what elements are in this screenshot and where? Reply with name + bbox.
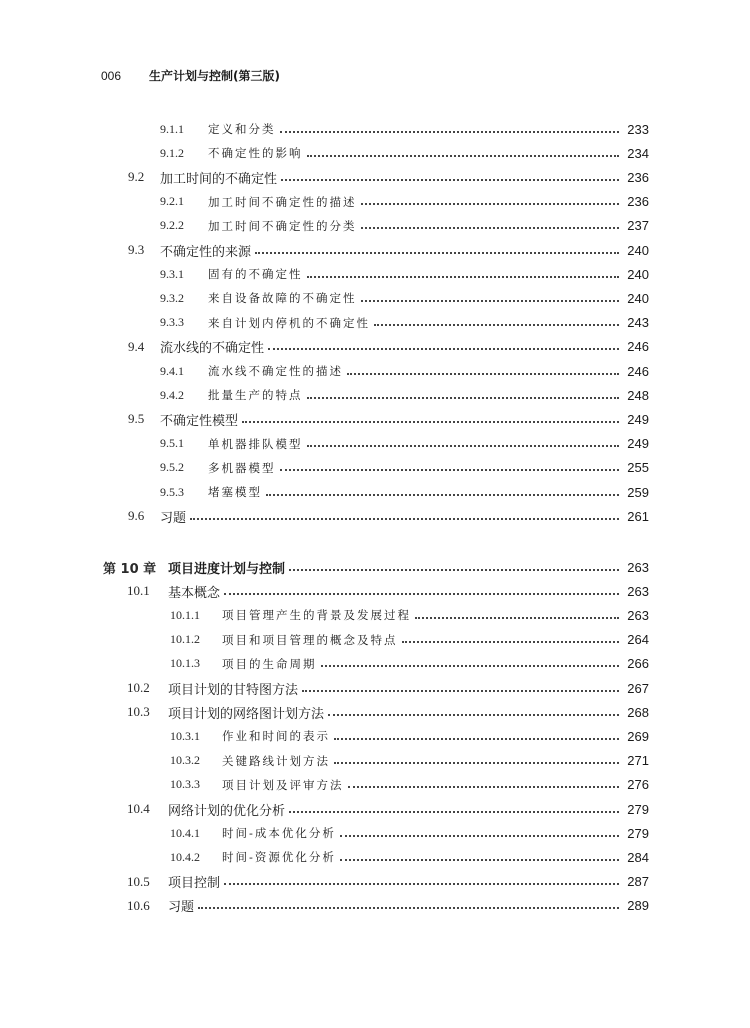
toc-entry-row[interactable] (0, 894, 750, 918)
toc-entry-number: 9.3.3 (160, 315, 184, 330)
toc-entry-page: 233 (627, 121, 649, 137)
toc-entry-number: 9.1.2 (160, 145, 184, 160)
toc-entry-number: 10.4.1 (170, 825, 200, 840)
dot-leader (334, 737, 619, 740)
toc-entry-title: 关键路线计划方法 (222, 753, 330, 768)
toc-entry-row[interactable] (0, 214, 750, 238)
toc-entry-page: 237 (627, 218, 649, 234)
toc-entry-title: 项目的生命周期 (222, 656, 317, 671)
dot-leader (198, 906, 619, 909)
toc-entry-number: 9.4.2 (160, 387, 184, 402)
toc-entry-number: 10.1.3 (170, 656, 200, 671)
toc-entry-page: 263 (627, 583, 649, 599)
toc-entry-row[interactable] (0, 870, 750, 894)
toc-entry-number: 9.3.1 (160, 266, 184, 281)
toc-entry-page: 268 (627, 704, 649, 720)
toc-entry-page: 263 (627, 559, 649, 575)
toc-entry-page: 269 (627, 728, 649, 744)
dot-leader (280, 130, 620, 133)
dot-leader (302, 689, 619, 692)
toc-entry-page: 266 (627, 656, 649, 672)
header-page-number: 006 (101, 69, 122, 83)
toc-entry-row[interactable] (0, 700, 750, 724)
toc-entry-title: 项目管理产生的背景及发展过程 (222, 608, 411, 623)
toc-entry-page: 279 (627, 825, 649, 841)
toc-entry-title: 不确定性的影响 (208, 146, 303, 161)
toc-entry-number: 9.3 (128, 242, 145, 257)
toc-entry-title: 流水线不确定性的描述 (208, 364, 343, 378)
toc-entry-title: 来自设备故障的不确定性 (208, 291, 357, 306)
toc-entry-row[interactable] (0, 676, 750, 700)
toc-entry-title: 批量生产的特点 (208, 388, 303, 403)
toc-entry-title: 流水线的不确定性 (160, 341, 265, 357)
dot-leader (268, 347, 619, 350)
toc-entry-row[interactable] (0, 286, 750, 310)
toc-entry-page: 249 (627, 411, 649, 427)
toc-entry-row[interactable] (0, 262, 750, 286)
toc-entry-title: 时间-成本优化分析 (222, 826, 336, 841)
toc-entry-number: 10.4 (127, 801, 150, 816)
toc-entry-number: 9.6 (128, 508, 145, 524)
toc-entry-number: 9.5.2 (160, 460, 184, 475)
toc-entry-page: 267 (627, 680, 649, 696)
toc-entry-title: 加工时间不确定性的描述 (208, 194, 357, 209)
toc-entry-page: 240 (627, 266, 649, 282)
dot-leader (334, 761, 619, 764)
toc-entry-row[interactable] (0, 749, 750, 773)
toc-entry-number: 10.3.1 (170, 728, 200, 743)
toc-entry-number: 9.5.1 (160, 436, 184, 451)
toc-entry-number: 9.2.2 (160, 218, 184, 233)
toc-entry-row[interactable] (0, 117, 750, 141)
toc-entry-page: 236 (627, 169, 649, 185)
toc-entry-number: 第 10 章 (103, 561, 157, 577)
toc-entry-title: 固有的不确定性 (208, 267, 303, 282)
toc-entry-page: 289 (627, 898, 649, 914)
toc-entry-title: 项目控制 (168, 876, 221, 892)
toc-entry-row[interactable] (0, 165, 750, 189)
dot-leader (280, 468, 620, 471)
toc-entry-number: 10.3.3 (170, 777, 200, 792)
toc-entry-page: 261 (627, 508, 649, 524)
toc-entry-page: 248 (627, 387, 649, 403)
toc-entry-page: 240 (627, 290, 649, 306)
dot-leader (340, 858, 619, 861)
toc-entry-page: 287 (627, 874, 649, 890)
toc-entry-row[interactable] (0, 407, 750, 431)
header-book-title: 生产计划与控制(第三版) (149, 69, 280, 83)
toc-entry-title: 加工时间不确定性的分类 (208, 218, 357, 233)
toc-entry-page: 249 (627, 436, 649, 452)
dot-leader (255, 251, 619, 254)
toc-entry-number: 9.5 (128, 411, 145, 427)
dot-leader (374, 323, 619, 326)
toc-entry-row[interactable] (0, 456, 750, 480)
toc-entry-row[interactable] (0, 335, 750, 359)
dot-leader (361, 299, 620, 302)
dot-leader (307, 444, 620, 447)
dot-leader (224, 882, 619, 885)
dot-leader (361, 226, 620, 229)
dot-leader (307, 396, 620, 399)
dot-leader (415, 616, 619, 619)
dot-leader (307, 275, 620, 278)
toc-entry-title: 定义和分类 (208, 122, 276, 136)
toc-entry-title: 堵塞模型 (208, 485, 262, 499)
toc-entry-page: 259 (627, 484, 649, 500)
toc-entry-title: 网络计划的优化分析 (168, 803, 286, 819)
toc-entry-row[interactable] (0, 628, 750, 652)
toc-entry-page: 234 (627, 145, 649, 161)
toc-entry-row[interactable] (0, 238, 750, 262)
toc-entry-row[interactable] (0, 141, 750, 165)
toc-entry-row[interactable] (0, 773, 750, 797)
toc-entry-title: 习题 (160, 510, 187, 526)
toc-entry-row[interactable] (0, 504, 750, 528)
toc-entry-row[interactable] (0, 359, 750, 383)
toc-entry-number: 9.4 (128, 338, 145, 354)
toc-entry-row[interactable] (0, 190, 750, 214)
toc-entry-title: 项目进度计划与控制 (168, 561, 286, 577)
toc-entry-title: 项目和项目管理的概念及特点 (222, 632, 398, 647)
toc-entry-row[interactable] (0, 383, 750, 407)
toc-entry-row[interactable] (0, 480, 750, 504)
toc-entry-title: 作业和时间的表示 (222, 729, 330, 744)
toc-entry-number: 10.1.1 (170, 607, 200, 622)
toc-entry-page: 263 (627, 607, 649, 623)
dot-leader (289, 568, 619, 571)
dot-leader (340, 834, 619, 837)
toc-entry-title: 项目计划的甘特图方法 (168, 682, 299, 698)
toc-entry-title: 来自计划内停机的不确定性 (208, 315, 370, 330)
toc-entry-page: 236 (627, 194, 649, 210)
toc-entry-number: 10.4.2 (170, 849, 200, 864)
toc-chapter-row[interactable] (0, 555, 750, 579)
dot-leader (328, 713, 619, 716)
toc-entry-number: 10.5 (127, 873, 150, 889)
toc-entry-number: 10.3.2 (170, 753, 200, 768)
toc-entry-number: 9.2 (128, 169, 145, 185)
toc-entry-page: 284 (627, 849, 649, 865)
dot-leader (289, 810, 619, 813)
running-header (101, 67, 280, 85)
toc-entry-row[interactable] (0, 724, 750, 748)
toc-entry-title: 习题 (168, 900, 195, 916)
toc-entry-number: 10.3 (127, 704, 150, 720)
toc-entry-number: 10.1 (127, 583, 150, 599)
dot-leader (224, 592, 619, 595)
dot-leader (266, 493, 619, 496)
toc-entry-page: 271 (627, 753, 649, 769)
toc-entry-page: 243 (627, 315, 649, 331)
toc-entry-title: 加工时间的不确定性 (160, 171, 278, 187)
toc-entry-page: 276 (627, 777, 649, 793)
toc-entry-row[interactable] (0, 845, 750, 869)
toc-entry-number: 10.1.2 (170, 632, 200, 647)
dot-leader (348, 785, 620, 788)
dot-leader (402, 640, 620, 643)
toc-entry-number: 9.4.1 (160, 363, 184, 378)
dot-leader (307, 154, 620, 157)
toc-entry-row[interactable] (0, 652, 750, 676)
toc-entry-page: 240 (627, 242, 649, 258)
toc-entry-title: 多机器模型 (208, 460, 276, 475)
toc-entry-row[interactable] (0, 821, 750, 845)
dot-leader (321, 664, 620, 667)
toc-entry-number: 10.2 (127, 680, 150, 695)
dot-leader (242, 420, 619, 423)
dot-leader (361, 202, 620, 205)
toc-entry-page: 246 (627, 339, 649, 355)
toc-entry-row[interactable] (0, 603, 750, 627)
toc-entry-page: 264 (627, 632, 649, 648)
toc-entry-row[interactable] (0, 797, 750, 821)
toc-entry-number: 10.6 (127, 897, 150, 913)
toc-entry-title: 时间-资源优化分析 (222, 850, 336, 865)
dot-leader (347, 372, 619, 375)
toc-entry-page: 255 (627, 460, 649, 476)
toc-entry-row[interactable] (0, 311, 750, 335)
toc-entry-title: 不确定性模型 (160, 413, 239, 429)
toc-entry-number: 9.5.3 (160, 484, 184, 499)
toc-entry-title: 单机器排队模型 (208, 436, 303, 451)
toc-entry-row[interactable] (0, 579, 750, 603)
toc-entry-title: 项目计划的网络图计划方法 (168, 706, 325, 722)
toc-entry-number: 9.1.1 (160, 121, 184, 136)
toc-entry-title: 项目计划及评审方法 (222, 777, 344, 792)
toc-entry-title: 基本概念 (168, 585, 221, 601)
toc-entry-page: 279 (627, 801, 649, 817)
toc-entry-row[interactable] (0, 432, 750, 456)
toc-entry-page: 246 (627, 363, 649, 379)
toc-entry-number: 9.3.2 (160, 290, 184, 305)
dot-leader (190, 517, 619, 520)
toc-entry-number: 9.2.1 (160, 194, 184, 209)
dot-leader (281, 178, 619, 181)
toc-entry-title: 不确定性的来源 (160, 244, 252, 260)
